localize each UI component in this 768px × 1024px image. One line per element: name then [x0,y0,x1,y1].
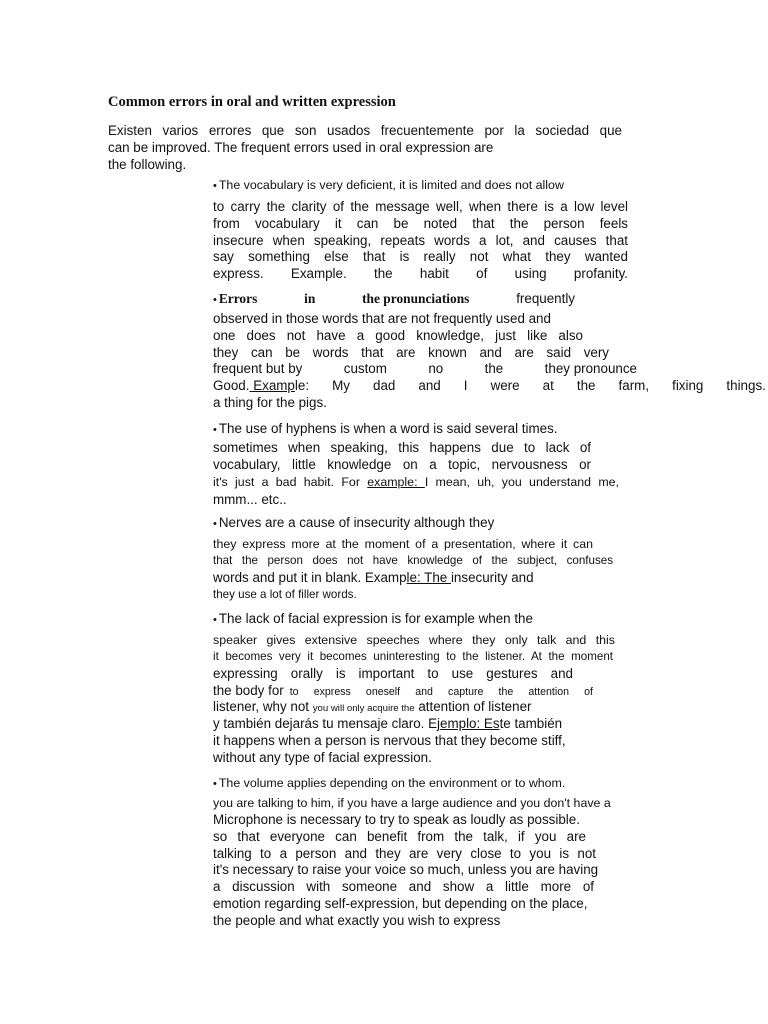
paragraph-line: they express more at the moment of a presentation, where it can [213,537,593,551]
word: the [576,378,596,394]
paragraph-text: listener, why not [213,699,313,714]
section-hyphens-heading [213,421,558,439]
paragraph-line: you are talking to him, if you have a large audience and you don't have a [213,796,611,810]
section-pronunciation-lines [213,311,766,412]
paragraph-line: a discussion with someone and show a little more of [213,879,594,895]
intro-line: can be improved. The frequent errors used in oral expression are [108,139,494,155]
bullet-icon: • [213,518,217,530]
paragraph-text: attention of listener [414,699,532,714]
paragraph-text: it's just a bad habit. For [213,475,368,489]
word: I [463,378,468,394]
word: fixing [672,378,704,394]
word: they pronounce [544,361,637,377]
word: at [542,378,554,394]
section-nerves-end [213,587,357,604]
word: things. [726,378,766,394]
section-vocabulary-heading [213,177,564,195]
paragraph-line: mmm... etc.. [213,492,287,507]
section-volume-body-2 [213,812,618,930]
intro-paragraph [108,123,622,173]
word: were [490,378,520,394]
word: custom [343,361,387,377]
section-heading-text: Nerves are a cause of insecurity although they [218,515,495,530]
intro-line: Existen varios errores que son usados frecuentemente por la sociedad que [108,123,622,138]
paragraph-line: it's necessary to raise your voice so much, unless you are having [213,862,599,878]
paragraph-line: it becomes very it becomes uninteresting to the listener. At the moment [213,650,613,663]
section-nerves-heading [213,515,494,533]
section-nerves-body [213,536,593,553]
paragraph-line: one does not have a good knowledge, just like also [213,327,583,343]
section-facial-body-7 [213,733,566,767]
bold-word: the pronunciations [362,291,470,306]
section-nerves-body-2 [213,553,613,570]
section-volume-heading [213,775,565,793]
section-facial-body [213,632,615,649]
paragraph-line: it happens when a person is nervous that they become stiff, [213,733,566,748]
word: My [332,378,350,394]
word: le: [294,378,310,394]
paragraph-line: that the person does not have knowledge of the subject, confuses [213,554,613,567]
paragraph-text: words and put it in blank. Examp [213,570,407,585]
section-pronunciation-body [213,291,575,309]
word: frequent but by [213,361,303,377]
paragraph-text: I mean, uh, you understand me, [424,475,619,489]
bullet-icon: • [213,778,217,790]
paragraph-line: Microphone is necessary to try to speak as loudly as possible. [213,812,580,827]
bullet-icon: • [213,424,217,436]
paragraph-line: expressing orally is important to use gestures and [213,666,573,681]
bullet-icon: • [213,294,217,306]
section-heading-text: The lack of facial expression is for example when the [218,611,533,626]
section-nerves-example [213,570,534,587]
word: and [418,378,441,394]
paragraph-line: a thing for the pigs. [213,394,327,410]
paragraph-text: te también [499,716,563,731]
bullet-icon: • [213,614,217,626]
word: Good. [213,378,250,394]
paragraph-line: to carry the clarity of the message well, when there is a low level [213,199,628,214]
paragraph-line: the people and what exactly you wish to express [213,912,501,928]
bold-word: Errors [218,291,258,306]
bold-word: in [304,291,316,306]
paragraph-text: you will only acquire the [312,703,415,714]
paragraph-line: without any type of facial expression. [213,749,432,765]
bullet-icon: • [213,180,217,192]
paragraph-line: say something else that is really not what they wanted [213,249,628,265]
section-facial-body-5 [213,699,531,718]
underlined-text: le: The [406,570,451,585]
word: no [428,361,444,377]
example-line [213,378,766,395]
word: dad [373,378,396,394]
section-hyphens-end [213,492,287,509]
section-facial-heading [213,611,533,629]
section-hyphens-body [213,440,591,474]
paragraph-line: from vocabulary it can be noted that the person feels [213,215,628,231]
section-heading-text: The vocabulary is very deficient, it is limited and does not allow [218,178,564,192]
document-title: Common errors in oral and written expression [108,94,396,110]
paragraph-line: they use a lot of filler words. [213,588,357,601]
paragraph-line: insecure when speaking, repeats words a lot, and causes that [213,232,628,248]
paragraph-line: emotion regarding self-expression, but depending on the place, [213,895,588,911]
paragraph-line: sometimes when speaking, this happens due to lack of [213,440,591,455]
section-facial-body-6 [213,716,562,733]
section-heading-text: The volume applies depending on the environment or to whom. [218,776,566,790]
paragraph-text: y también dejarás tu mensaje claro. Ej [213,716,441,731]
paragraph-line: speaker gives extensive speeches where they only talk and this [213,633,615,647]
word: frequently [516,291,575,306]
section-vocabulary-body [213,199,628,283]
paragraph-text: to express oneself and capture the attention of [289,686,593,698]
intro-line: the following. [108,156,187,172]
underlined-text: example: [367,475,425,489]
paragraph-line: talking to a person and they are very close to you is not [213,845,596,861]
section-facial-body-2 [213,649,613,666]
paragraph-line: vocabulary, little knowledge on a topic, nervousness or [213,456,591,472]
word: the [484,361,504,377]
paragraph-text: insecurity and [450,570,534,585]
underlined-text: emplo: Es [440,716,500,731]
paragraph-line: express. Example. the habit of using profanity. [213,266,628,282]
section-hyphens-example [213,474,619,491]
section-volume-body [213,795,611,812]
underlined-text: Examp [249,378,295,394]
section-facial-body-3 [213,666,573,683]
paragraph-line: they can be words that are known and are said very [213,344,609,360]
word: farm, [618,378,650,394]
paragraph-line: observed in those words that are not frequently used and [213,311,551,326]
section-heading-text: The use of hyphens is when a word is said several times. [218,421,558,436]
paragraph-text: the body for [213,683,284,698]
paragraph-line: so that everyone can benefit from the talk, if you are [213,828,586,844]
